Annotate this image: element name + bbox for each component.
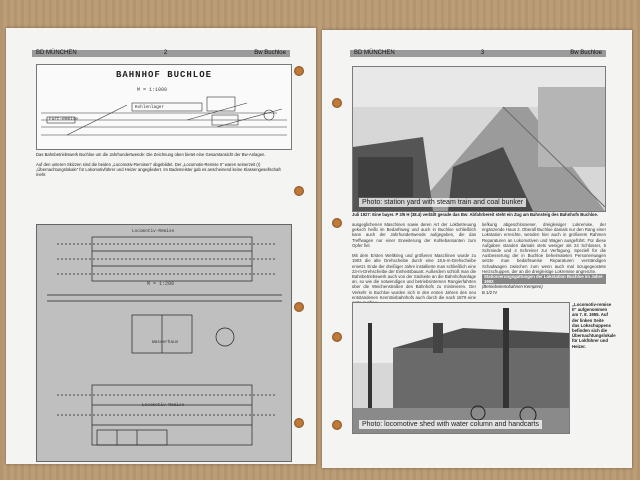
photo-1-caption: Juli 1927: Eine bayer. P 3/5 H (38.4) verläßt gerade das Bw: Abfahrbereit steht ein Zug am Bahnsteig des Bahnhofs Buchloe. <box>352 212 598 217</box>
photo-placeholder-label: Photo: locomotive shed with water column and handcarts <box>359 420 542 429</box>
body-text-column-2: tiefkurig abgeschlossener, dreigleisiger Lokremise, der ergänzende Haus 2. Oberall Buchloe damals nur den Rang einer Lokstation erreichte, wenden hier auch in größerem Rahmen Reparaturen an Lokomotiven und Wagen ausgeführt. Für diese Aufgaben standen damals stets weniger als 24 Schlosser, 5 Schmiede und 4 Schreiner zur Verfügung. Speziell für die Ausbesserung der in Buchloe beheimateten Personenwagen setzte man bedarfsweise Reparaturen verständigen Schadwagen zwischen zum wenn auch mal inzugegeostete Heizschuppen, der an die dreigleisige Lokremise angrenzte. <box>482 222 606 274</box>
punch-hole-7 <box>332 332 342 342</box>
caption-2: Auf den unteren Skizzen sind die beiden „Locomotiv-Remisen“ abgebildet. Der „Locomotiv-Remise II“ waren seinerzeit (!) „Übernachtungslokale“ für Lokomotivführer und Heizer angegliedert. Im Bademeister gab es anscheinend keine Klassengesellschaft mehr. <box>36 162 281 177</box>
header-left-label: BD MÜNCHEN <box>36 50 77 56</box>
punch-hole-4 <box>294 418 304 428</box>
plan-title: BAHNHOF BUCHLOE <box>115 70 212 80</box>
water-house-label: Wasserhaus <box>152 340 179 345</box>
page-header <box>32 50 290 57</box>
punch-hole-2 <box>294 186 304 196</box>
punch-hole-8 <box>332 420 342 430</box>
engine-shed-2-label: Locomotiv-Remise <box>142 403 185 408</box>
body-text-column-1: ausgeglichenen Maschinen sowie deren Art der Lokbetreuung gekoch heißt im Bedarfsweg und auch in Buchloe schließlich kann auch der Jahrhundertwende aufgegeben, die das Treffwagen nur einer Erweiterung der Kohlebansanten zum Opfer fiel. Mit dem Ersten Weltkrieg und größeren Maschinen wurde zu 1903 die alte Drehscheibe durch eine 18,5-m-Drehscheibe ersetzt. Ende der dreißiger Jahre installierte man schließlich eine 23-m-Drehscheibe der Einheitsbauart. Außerdem schloß man die Bahnbetriebswerk auch von der Südseite an die Bahnhofsanlage an, so wie die notwendigen und betriebsinternen Rangierfahrten über die Weichenstraßen des Bahnhofs zu minimieren. Der Verkehr in Buchloe wurden sich in den ersten Jahren des neu entstandenen Kenntnisbahnhofs auch durch die nach 1879 eine <box>352 222 476 300</box>
left-document-page <box>6 28 316 464</box>
scale-label-bottom: M = 1:200 <box>147 281 175 287</box>
punch-hole-5 <box>332 98 342 108</box>
right-document-page <box>322 30 632 468</box>
header-right-label: Bw Buchloe <box>254 50 286 56</box>
station-overview-plan <box>36 64 292 150</box>
header-left-label: BD MÜNCHEN <box>354 50 395 56</box>
caption-1: Das Bahnbetriebswerk Buchloe um die Jahrhundertwende: Die Zeichnung oben bietet eine Gesamtansicht der Bw-Anlagen. <box>36 152 266 157</box>
station-yard-photo <box>352 66 606 212</box>
engine-shed-photo <box>352 302 570 434</box>
page-number: 3 <box>480 50 485 56</box>
engine-shed-1-label: Locomotiv-Remise <box>132 229 175 234</box>
photo-placeholder-label: Photo: station yard with steam train and coal bunker <box>359 198 526 207</box>
punch-hole-3 <box>294 302 304 312</box>
stationed-locomotives-box <box>482 274 606 300</box>
punch-hole-1 <box>294 66 304 76</box>
page-header <box>350 50 606 57</box>
furt-remise-label: Furt-Remise <box>49 117 78 122</box>
shed-floor-plan-drawing <box>37 225 291 461</box>
sidebox-title: Stationierungsgattungen der Lokstation Buchloe im Jahre 1902 <box>482 274 606 284</box>
page-number: 2 <box>163 50 168 56</box>
engine-shed-plans <box>36 224 292 462</box>
track-diagram <box>37 65 291 149</box>
sidebox-subtitle: (Betriebskennbahnen Kempten) <box>482 284 543 290</box>
punch-hole-6 <box>332 218 342 228</box>
coal-storage-label: Kohlenlager <box>135 105 164 110</box>
scale-label-top: M = 1:1000 <box>137 87 168 93</box>
photo-2-caption: „Locomotiv-remise II“ aufgenommen am 7. 8. 1955. Auf der linken Seite das Lokschuppens befinden sich die Übernachtungslokale für Lokführer und Heizer. <box>572 302 616 349</box>
sidebox-row: B 1/2 IV <box>482 289 498 295</box>
header-right-label: Bw Buchloe <box>570 50 602 56</box>
